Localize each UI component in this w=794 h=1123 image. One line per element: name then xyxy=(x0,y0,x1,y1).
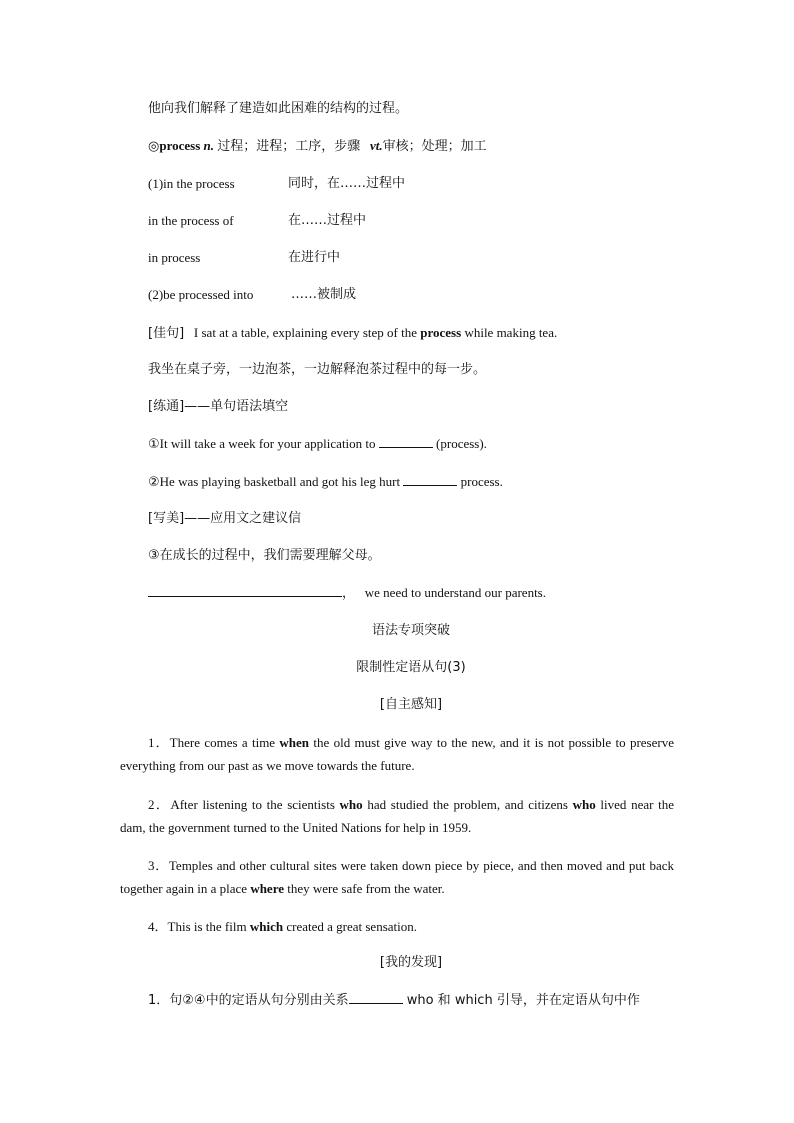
heading-clause: 限制性定语从句(3) xyxy=(356,660,466,675)
item-2-part-1: After listening to the scientists xyxy=(170,797,340,812)
q1-number: ① xyxy=(148,437,160,452)
example-label: [佳句] xyxy=(148,326,185,341)
example-bold: process xyxy=(420,325,462,340)
q2-blank[interactable] xyxy=(403,473,457,486)
phrase-cn-2: 在……过程中 xyxy=(288,213,367,228)
q1-after: (process). xyxy=(432,436,487,451)
vocab-entry xyxy=(148,137,487,156)
heading-findings: [我的发现] xyxy=(379,955,443,970)
item-1 xyxy=(120,731,674,777)
phrase-en-1: (1)in the process xyxy=(148,176,235,191)
example-before: I sat at a table, explaining every step of the xyxy=(193,325,421,340)
question-3 xyxy=(148,547,381,565)
finding-1-mid: who 和 which 引导，并在定语从句中作 xyxy=(402,993,640,1008)
vocab-pos-n: n. xyxy=(203,138,215,153)
practice-label: [练通]——单句语法填空 xyxy=(148,399,289,414)
item-4-number: 4． xyxy=(148,919,168,934)
finding-1 xyxy=(148,991,640,1010)
item-1-part-2: when xyxy=(279,735,310,750)
item-2-part-4: who xyxy=(572,797,596,812)
example-sentence xyxy=(148,324,557,343)
vocab-n-meaning: 过程；进程；工序，步骤 xyxy=(217,139,361,154)
intro-sentence: 他向我们解释了建造如此困难的结构的过程。 xyxy=(148,101,409,116)
vocab-word: process xyxy=(159,138,201,153)
finding-1-number: 1． xyxy=(148,993,170,1008)
item-3-part-3: they were safe from the water. xyxy=(284,881,445,896)
item-2-part-3: had studied the problem, and citizens xyxy=(362,797,573,812)
q3-text: 在成长的过程中，我们需要理解父母。 xyxy=(159,548,381,563)
item-3-part-1: Temples and other cultural sites were taken down piece by piece, and then moved and put back together again in a place xyxy=(120,858,674,896)
q3-number: ③ xyxy=(148,548,160,563)
item-1-part-3: the old must give way to the new, and it is not possible to preserve everything from our past as we move towards the future. xyxy=(120,735,674,773)
item-3-part-2: where xyxy=(250,881,285,896)
vocab-pos-vt: vt. xyxy=(370,138,383,153)
example-after: while making tea. xyxy=(461,325,558,340)
example-translation: 我坐在桌子旁，一边泡茶，一边解释泡茶过程中的每一步。 xyxy=(148,362,487,377)
phrase-cn-3: 在进行中 xyxy=(288,250,341,265)
finding-1-blank[interactable] xyxy=(349,991,403,1004)
phrase-en-2: in the process of xyxy=(148,213,234,228)
item-2-part-5: lived near the dam, the government turned to the United Nations for help in 1959. xyxy=(120,797,674,835)
item-3 xyxy=(120,854,674,900)
item-2-part-2: who xyxy=(339,797,363,812)
q3-comma: ， xyxy=(342,586,356,601)
q2-number: ② xyxy=(148,475,160,490)
q3-after: we need to understand our parents. xyxy=(364,585,546,600)
item-3-number: 3． xyxy=(148,858,169,873)
q2-after: process. xyxy=(457,474,503,489)
phrase-cn-1: 同时，在……过程中 xyxy=(288,176,406,191)
item-2 xyxy=(120,793,674,839)
item-1-number: 1． xyxy=(148,735,170,750)
phrase-en-4: (2)be processed into xyxy=(148,287,254,302)
item-4 xyxy=(120,915,674,938)
question-3-answer xyxy=(148,584,546,603)
phrase-cn-4: ……被制成 xyxy=(291,287,357,302)
vocab-symbol: ◎ xyxy=(148,139,160,154)
finding-1-before: 句②④中的定语从句分别由关系 xyxy=(169,993,349,1008)
question-1 xyxy=(148,435,487,454)
question-2 xyxy=(148,473,503,492)
q2-before: He was playing basketball and got his leg hurt xyxy=(159,474,401,489)
item-4-part-3: created a great sensation. xyxy=(283,919,417,934)
q1-before: It will take a week for your application to xyxy=(159,436,376,451)
item-4-part-2: which xyxy=(249,919,284,934)
vocab-vt-meaning: 审核；处理；加工 xyxy=(382,139,487,154)
q1-blank[interactable] xyxy=(379,435,433,448)
writing-label: [写美]——应用文之建议信 xyxy=(148,511,302,526)
item-4-part-1: This is the film xyxy=(167,919,250,934)
q3-blank[interactable] xyxy=(148,584,342,597)
heading-perceive: [自主感知] xyxy=(379,697,443,712)
heading-grammar: 语法专项突破 xyxy=(371,623,450,638)
phrase-en-3: in process xyxy=(148,250,201,265)
item-2-number: 2． xyxy=(148,797,171,812)
item-1-part-1: There comes a time xyxy=(169,735,280,750)
